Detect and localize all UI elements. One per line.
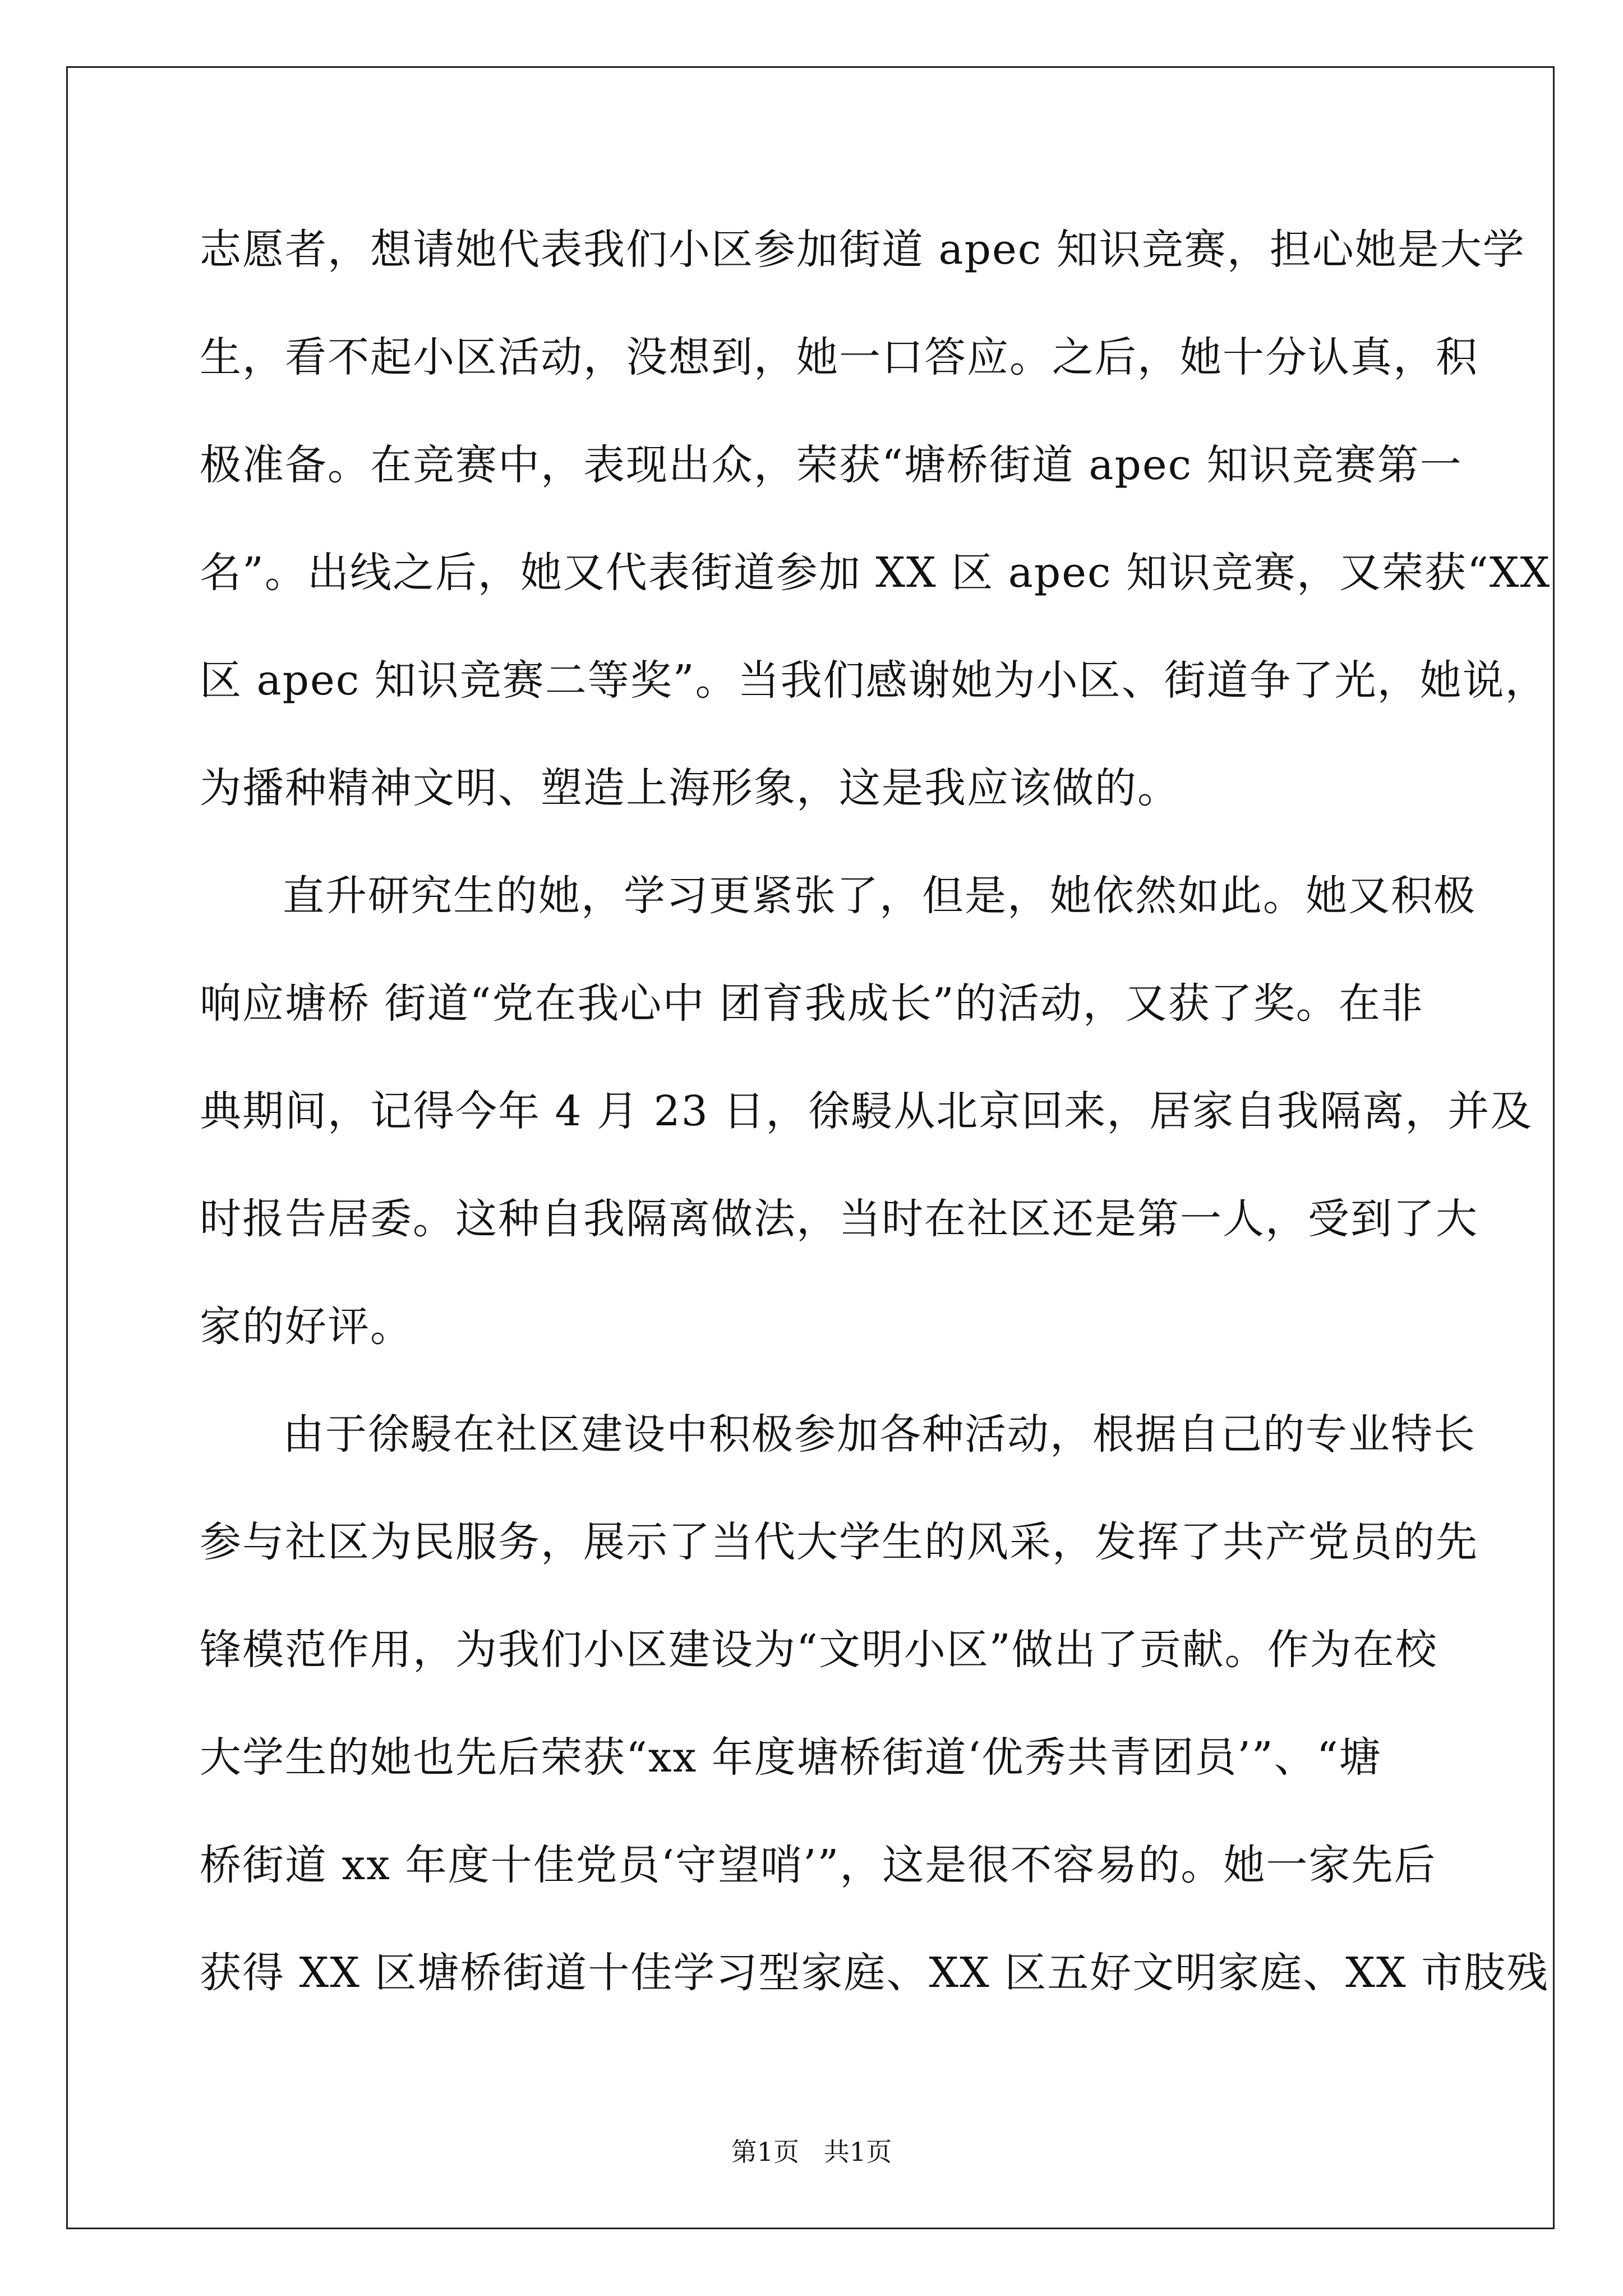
text-line: 志愿者，想请她代表我们小区参加街道 apec 知识竞赛，担心她是大学 <box>200 226 1525 274</box>
text-line: 桥街道 xx 年度十佳党员‘守望哨’”，这是很不容易的。她一家先后 <box>200 1841 1437 1889</box>
page-footer: 第1页 共1页 <box>731 2137 892 2167</box>
paragraph-start-line: 由于徐駸在社区建设中积极参加各种活动，根据自己的专业特长 <box>283 1410 1476 1458</box>
text-line: 区 apec 知识竞赛二等奖”。当我们感谢她为小区、街道争了光，她说， <box>200 656 1548 705</box>
document-body <box>200 208 1551 2039</box>
text-line: 获得 XX 区塘桥街道十佳学习型家庭、XX 区五好文明家庭、XX 市肢残 <box>200 1949 1550 1997</box>
text-line: 典期间，记得今年 4 月 23 日，徐駸从北京回来，居家自我隔离，并及 <box>200 1087 1533 1135</box>
text-line: 响应塘桥 街道“党在我心中 团育我成长”的活动，又获了奖。在非 <box>200 979 1424 1028</box>
text-line: 为播种精神文明、塑造上海形象，这是我应该做的。 <box>200 764 1180 812</box>
text-line: 时报告居委。这种自我隔离做法，当时在社区还是第一人，受到了大 <box>200 1195 1478 1243</box>
text-line: 生，看不起小区活动，没想到，她一口答应。之后，她十分认真，积 <box>200 333 1478 381</box>
text-line: 极准备。在竞赛中，表现出众，荣获“塘桥街道 apec 知识竞赛第一 <box>200 441 1463 489</box>
text-line: 家的好评。 <box>200 1303 413 1351</box>
text-line: 锋模范作用，为我们小区建设为“文明小区”做出了贡献。作为在校 <box>200 1626 1438 1674</box>
paragraph-start-line: 直升研究生的她，学习更紧张了，但是，她依然如此。她又积极 <box>283 872 1476 920</box>
text-line: 参与社区为民服务，展示了当代大学生的风采，发挥了共产党员的先 <box>200 1518 1478 1566</box>
text-line: 大学生的她也先后荣获“xx 年度塘桥街道‘优秀共青团员’”、“塘 <box>200 1733 1382 1782</box>
text-line: 名”。出线之后，她又代表街道参加 XX 区 apec 知识竞赛，又荣获“XX <box>200 549 1551 597</box>
